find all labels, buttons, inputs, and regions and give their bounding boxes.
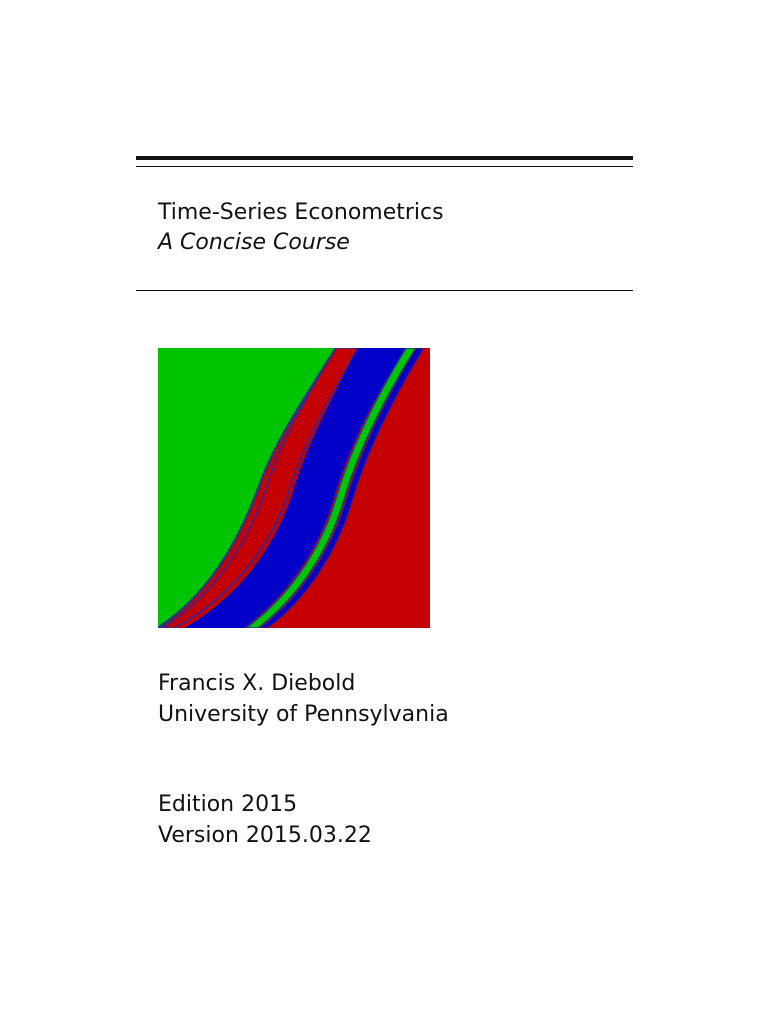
author-block (158, 668, 449, 730)
book-title: Time-Series Econometrics (158, 200, 444, 225)
author-affiliation: University of Pennsylvania (158, 702, 449, 727)
top-thick-rule (136, 156, 633, 160)
edition-label: Edition 2015 (158, 792, 298, 817)
book-subtitle: A Concise Course (158, 230, 350, 255)
top-thin-rule (136, 166, 633, 167)
middle-rule (136, 290, 633, 291)
author-name: Francis X. Diebold (158, 671, 356, 696)
title-block (158, 198, 444, 258)
cover-art-image (158, 348, 430, 628)
edition-block (158, 789, 372, 851)
version-label: Version 2015.03.22 (158, 823, 372, 848)
